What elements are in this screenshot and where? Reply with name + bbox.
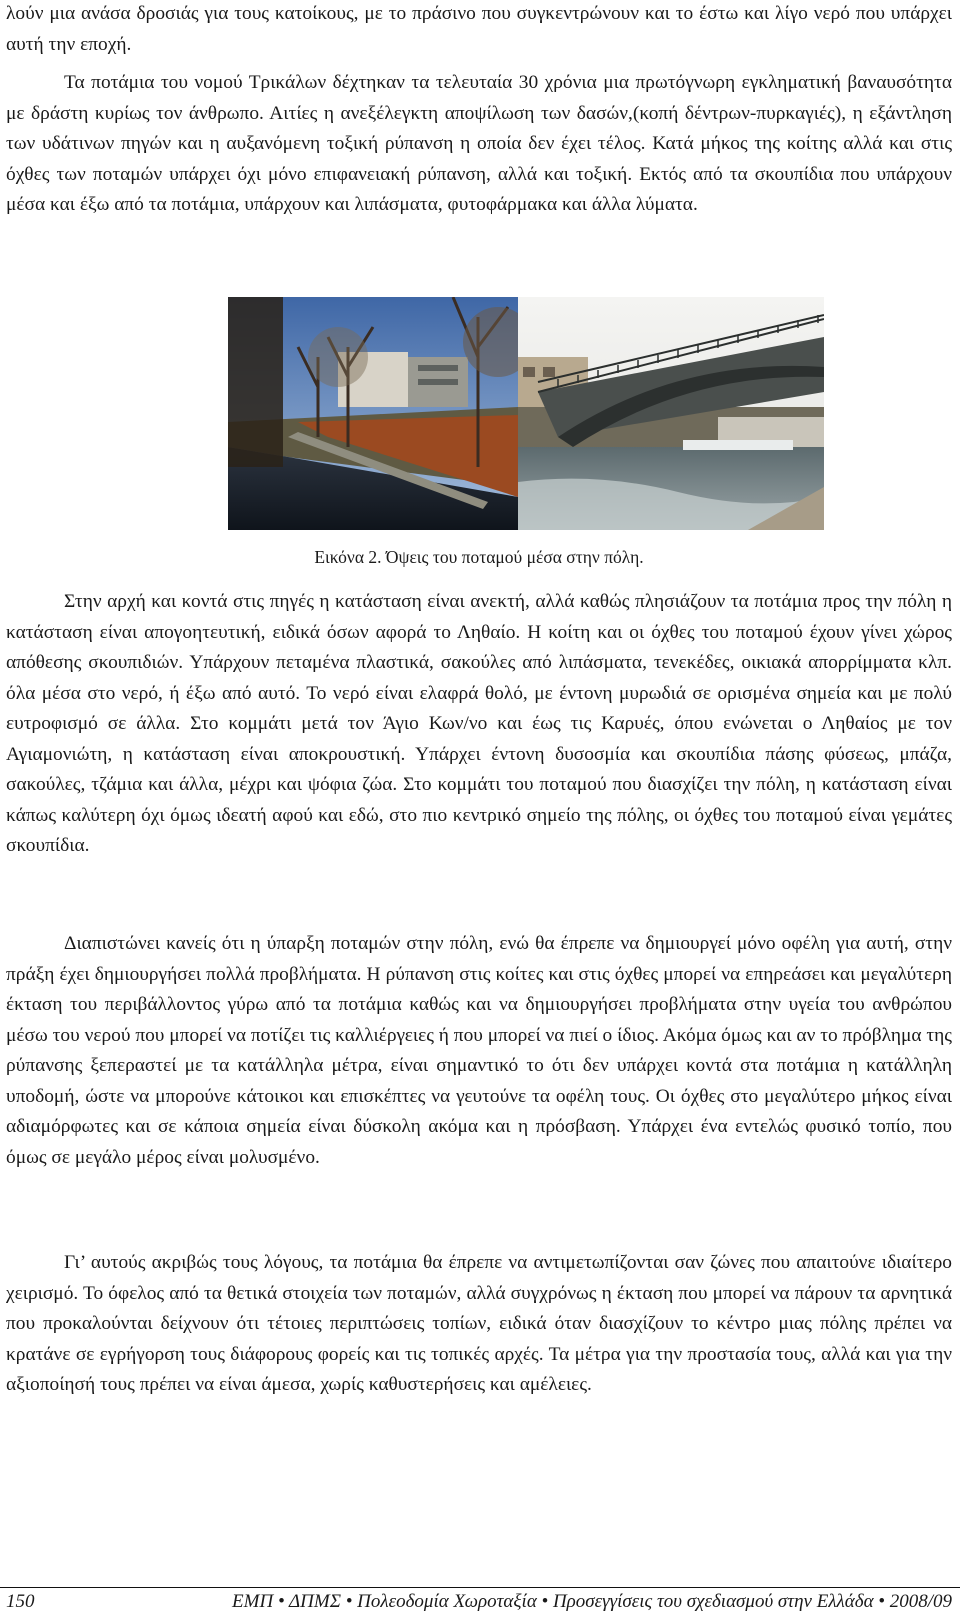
river-autumn-photo: [228, 297, 518, 530]
paragraph: Τα ποτάμια του νομού Τρικάλων δέχτηκαν τα τελευταία 30 χρόνια μια πρωτόγνωρη εγκληματική βαναυσότητα με δράστη κυρίως τον άνθρωπο. Αιτίες η ανεξέλεγκτη αποψίλωση των δασών,(κοπή δέντρων-πυρκαγιές), η εξάντληση των υδάτινων πηγών και η αυξανόμενη τοξική ρύπανση η οποία δεν έχει τέλος. Κατά μήκος της κοίτης αλλά και στις όχθες των ποταμών υπάρχει όχι μόνο επιφανειακή ρύπανση, αλλά και τοξική. Εκτός από τα σκουπίδια που υπάρχουν μέσα και έξω από τα ποτάμια, υπάρχουν και λιπάσματα, φυτοφάρμακα και άλλα λύματα.: [6, 72, 952, 215]
paragraph: Στην αρχή και κοντά στις πηγές η κατάσταση είναι ανεκτή, αλλά καθώς πλησιάζουν τα ποτάμια προς την πόλη η κατάσταση είναι απογοητευτική, ειδικά όσων αφορά το Ληθαίο. Η κοίτη και οι όχθες του ποταμού έχουν γίνει χώρος απόθεσης σκουπιδιών. Υπάρχουν πεταμένα πλαστικά, σακούλες από λιπάσματα, τενεκέδες, οικιακά απορρίμματα κλπ. όλα μέσα στο νερό, ή έξω από αυτό. Το νερό είναι ελαφρά θολό, με έντονη μυρωδιά σε ορισμένα σημεία και με πολύ ευτροφισμό σε άλλα. Στο κομμάτι μετά τον Άγιο Κων/νο και έως τις Καρυές, όπου ενώνεται ο Ληθαίος με τον Αγιαμονιώτη, η κατάσταση είναι αποκρουστική. Υπάρχει έντονη δυσοσμία και σκουπίδια πάσης φύσεως, μπάζα, σακούλες, τζάμια και άλλα, μέχρι και ψόφια ζώα. Στο κομμάτι του ποταμού που διασχίζει την πόλη, η κατάσταση είναι κάπως καλύτερη όχι όμως ιδεατή αφού και εδώ, στο πιο κεντρικό σημείο της πόλης, οι όχθες του ποταμού είναι γεμάτες σκουπίδια.: [6, 591, 952, 856]
paragraph: Γι’ αυτούς ακριβώς τους λόγους, τα ποτάμια θα έπρεπε να αντιμετωπίζονται σαν ζώνες που απαιτούνε ιδιαίτερο χειρισμό. Το όφελος από τα θετικά στοιχεία των ποταμών, αλλά συγχρόνως η έκταση που μπορεί να πάρουν τα αρνητικά που προκαλούνται δείχνουν ότι τέτοιες περιπτώσεις τοπίων, ειδικά όταν διασχίζουν το κέντρο μιας πόλης πρέπει να κρατάνε σε εγρήγορση τους διάφορους φορείς και τις τοπικές αρχές. Τα μέτρα για την προστασία τους, αλλά και για την αξιοποίησή τους πρέπει να είναι άμεσα, χωρίς καθυστερήσεις και αμέλειες.: [6, 1252, 952, 1395]
paragraph-continued: λούν μια ανάσα δροσιάς για τους κατοίκους, με το πράσινο που συγκεντρώνουν και το έστω και λίγο νερό που υπάρχει αυτή την εποχή.: [6, 3, 952, 55]
river-bridge-photo: [518, 297, 824, 530]
figure-caption: Εικόνα 2. Όψεις του ποταμού μέσα στην πόλη.: [314, 547, 644, 567]
journal-reference: ΕΜΠ • ΔΠΜΣ • Πολεοδομία Χωροταξία • Προσεγγίσεις του σχεδιασμού στην Ελλάδα • 2008/09: [232, 1591, 952, 1612]
figure: [228, 297, 824, 530]
page-number: 150: [6, 1591, 35, 1612]
paragraph: Διαπιστώνει κανείς ότι η ύπαρξη ποταμών στην πόλη, ενώ θα έπρεπε να δημιουργεί μόνο οφέλη για αυτή, στην πράξη έχει δημιουργήσει πολλά προβλήματα. Η ρύπανση στις κοίτες και στις όχθες μπορεί να επηρεάσει και μεγαλύτερη έκταση του περιβάλλοντος γύρω από τα ποτάμια καθώς και να δημιουργήσει προβλήματα στην υγεία του ανθρώπου μέσω του νερού που μπορεί να ποτίζει τις καλλιέργειες ή που μπορεί να πιεί ο ίδιος. Ακόμα όμως και αν το πρόβλημα της ρύπανσης ξεπεραστεί με τα κατάλληλα μέτρα, είναι σημαντικό το ότι δεν υπάρχει κοντά στα ποτάμια η κατάλληλη υποδομή, ώστε να μπορούνε κάτοικοι και επισκέπτες να γευτούνε τα οφέλη τους. Οι όχθες στο μεγαλύτερο μήκος είναι αδιαμόρφωτες και σε κάποια σημεία είναι δύσκολη ακόμα και η πρόσβαση. Υπάρχει ένα εντελώς φυσικό τοπίο, που όμως σε μεγάλο μέρος είναι μολυσμένο.: [6, 933, 952, 1168]
footer-divider: [0, 1587, 960, 1588]
